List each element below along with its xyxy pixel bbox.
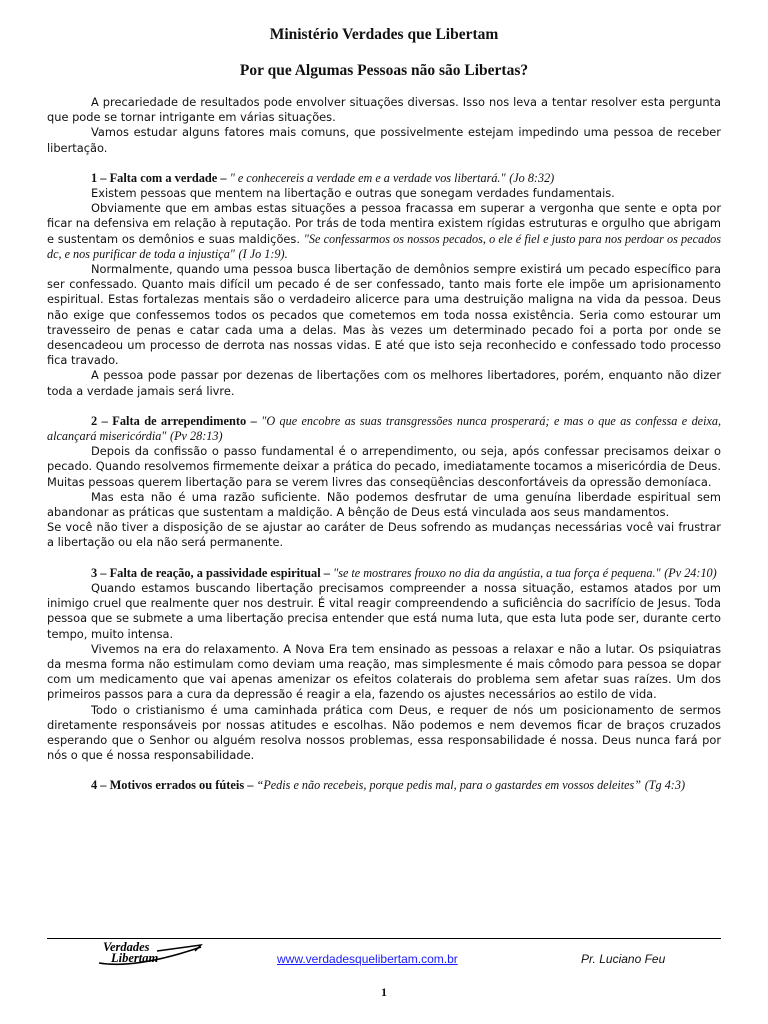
section-2-paragraph-2: Mas esta não é uma razão suficiente. Não podemos desfrutar de uma genuína liberdade espiritual sem abandonar as práticas que sustentam a maldição. A bênção de Deus está vinculada aos seus mandamentos. <box>47 489 721 520</box>
section-1-heading: 1 – Falta com a verdade <box>91 170 218 185</box>
document-page <box>47 0 721 1024</box>
section-4-heading: 4 – Motivos errados ou fúteis <box>91 778 245 793</box>
section-2-heading-line: 2 – Falta de arrependimento – "O que encobre as suas transgressões nunca prosperará; e mas o que as confessa e deixa, alcançará misericórdia" (Pv 28:13) <box>47 413 722 444</box>
footer-divider <box>47 938 721 939</box>
section-1-quote: " e conhecereis a verdade em e a verdade vos libertará." <box>229 170 506 185</box>
section-1-inline-quote: "Se confessarmos os nossos pecados, o ele é fiel e justo para nos perdoar os pecados dc, e nos purificar de toda a injustiça" <box>47 231 721 261</box>
website-link[interactable]: www.verdadesquelibertam.com.br <box>277 952 458 966</box>
ministry-title: Ministério Verdades que Libertam <box>269 26 499 43</box>
section-3-paragraph-3: Todo o cristianismo é uma caminhada prática com Deus, e requer de nós um posicionamento de sermos diretamente responsáveis por nossas atitudes e escolhas. Não podemos e nem devemos ficar de braços cruzados esperando que o Senhor ou alguém resolva nossos problemas, essa responsabilidade é nossa. Deus nunca fará por nós o que é nossa responsabilidade. <box>47 702 721 763</box>
document-body <box>47 95 721 794</box>
logo-line-2: Libertam <box>111 951 159 965</box>
ministry-logo <box>97 941 207 969</box>
intro-paragraph-2: Vamos estudar alguns fatores mais comuns, que possivelmente estejam impedindo uma pessoa de receber libertação. <box>47 125 721 155</box>
section-2-heading: 2 – Falta de arrependimento <box>91 413 247 428</box>
logo-line-1: Verdades <box>103 940 150 954</box>
section-4-heading-line: 4 – Motivos errados ou fúteis – “Pedis e não recebeis, porque pedis mal, para o gastardes em vossos deleites” (Tg 4:3) <box>91 778 686 793</box>
section-3-paragraph-1: Quando estamos buscando libertação precisamos compreender a nossa situação, estamos atados por um inimigo cruel que realmente quer nos destruir. É vital reagir compreendendo a suficiência do sacrifício de Jesus. Toda pessoa que se submete a uma libertação precisa entender que está numa luta, que esta luta pode ser, durante certo tempo, muito intensa. <box>47 580 721 641</box>
document-title: Por que Algumas Pessoas não são Libertas? <box>239 62 529 79</box>
section-2-paragraph-3: Se você não tiver a disposição de se ajustar ao caráter de Deus sofrendo as mudanças necessárias você vai frustrar a libertação ou ela não será permanente. <box>47 520 721 550</box>
page-number: 1 <box>381 985 387 999</box>
section-1-paragraph-2 <box>47 201 721 262</box>
section-1-paragraph-4: A pessoa pode passar por dezenas de libertações com os melhores libertadores, porém, enquanto não dizer toda a verdade jamais será livre. <box>47 368 721 398</box>
section-3-reference: (Pv 24:10) <box>664 565 717 580</box>
section-4-quote: “Pedis e não recebeis, porque pedis mal, para o gastardes em vossos deleites” <box>256 778 642 793</box>
section-3-quote: "se te mostrares frouxo no dia da angústia, a tua força é pequena." <box>333 565 661 580</box>
section-3-heading: 3 – Falta de reação, a passividade espiritual <box>91 565 321 580</box>
section-1-inline-reference: (I Jo 1:9). <box>238 246 288 261</box>
section-4-reference: (Tg 4:3) <box>644 778 686 793</box>
section-2-reference: (Pv 28:13) <box>170 429 223 444</box>
section-1-paragraph-2-text: Obviamente que em ambas estas situações a pessoa fracassa em superar a vergonha que sente e opta por ficar na defensiva em relação à reputação. Por trás de toda mentira existem rígidas estruturas e orgulho que abrigam e sustentam os demônios e suas maldições. <box>47 201 721 246</box>
intro-paragraph-1: A precariedade de resultados pode envolver situações diversas. Isso nos leva a tentar resolver esta pergunta que pode se tornar intrigante em várias situações. <box>47 95 721 125</box>
section-1-reference: (Jo 8:32) <box>509 170 555 185</box>
section-1-paragraph-3: Normalmente, quando uma pessoa busca libertação de demônios sempre existirá um pecado específico para ser confessado. Quanto mais difícil um pecado é de ser confessado, tanto mais forte ele impõe um aprisionamento espiritual. Estas fortalezas mentais são o verdadeiro alicerce para uma destruição maligna na vida da pessoa. Deus não exige que confessemos todos os pecados que cometemos em toda nossa existência. Seria como estourar um travesseiro de penas e catar cada uma a delas. Mas às vezes um determinado pecado foi a porta por onde se desencadeou um processo de derrota nas nossas vidas. E até que isto seja reconhecido e confessado todo processo fica travado. <box>47 262 721 368</box>
section-1-heading-line: 1 – Falta com a verdade – " e conhecereis a verdade em e a verdade vos libertará." (Jo 8:32) <box>91 170 555 185</box>
section-2-paragraph-1: Depois da confissão o passo fundamental é o arrependimento, ou seja, após confessar precisamos deixar o pecado. Quando resolvemos firmemente deixar a prática do pecado, imediatamente tocamos a misericórdia de Deus. Muitas pessoas querem libertação para se verem livres das conseqüências desconfortáveis da opressão demoníaca. <box>47 444 721 489</box>
author-name: Pr. Luciano Feu <box>581 952 666 966</box>
section-2-quote: "O que encobre as suas transgressões nunca prosperará; e mas o que as confessa e deixa, alcançará misericórdia" <box>47 413 722 444</box>
section-3-heading-line: 3 – Falta de reação, a passividade espiritual – "se te mostrares frouxo no dia da angústia, a tua força é pequena." (Pv 24:10) <box>91 565 717 580</box>
section-3-paragraph-2: Vivemos na era do relaxamento. A Nova Era tem ensinado as pessoas a relaxar e não a lutar. Os psiquiatras da mesma forma não estimulam como deviam uma reação, mas simplesmente é mais cômodo para pessoa se dopar com um medicamento que vai apenas amenizar os efeitos colaterais do problema sem afetar suas raízes. Um dos primeiros passos para a cura da depressão é reagir a ela, fazendo os ajustes necessários ao estilo de vida. <box>47 641 721 702</box>
section-1-paragraph-1: Existem pessoas que mentem na libertação e outras que sonegam verdades fundamentais. <box>91 186 615 201</box>
